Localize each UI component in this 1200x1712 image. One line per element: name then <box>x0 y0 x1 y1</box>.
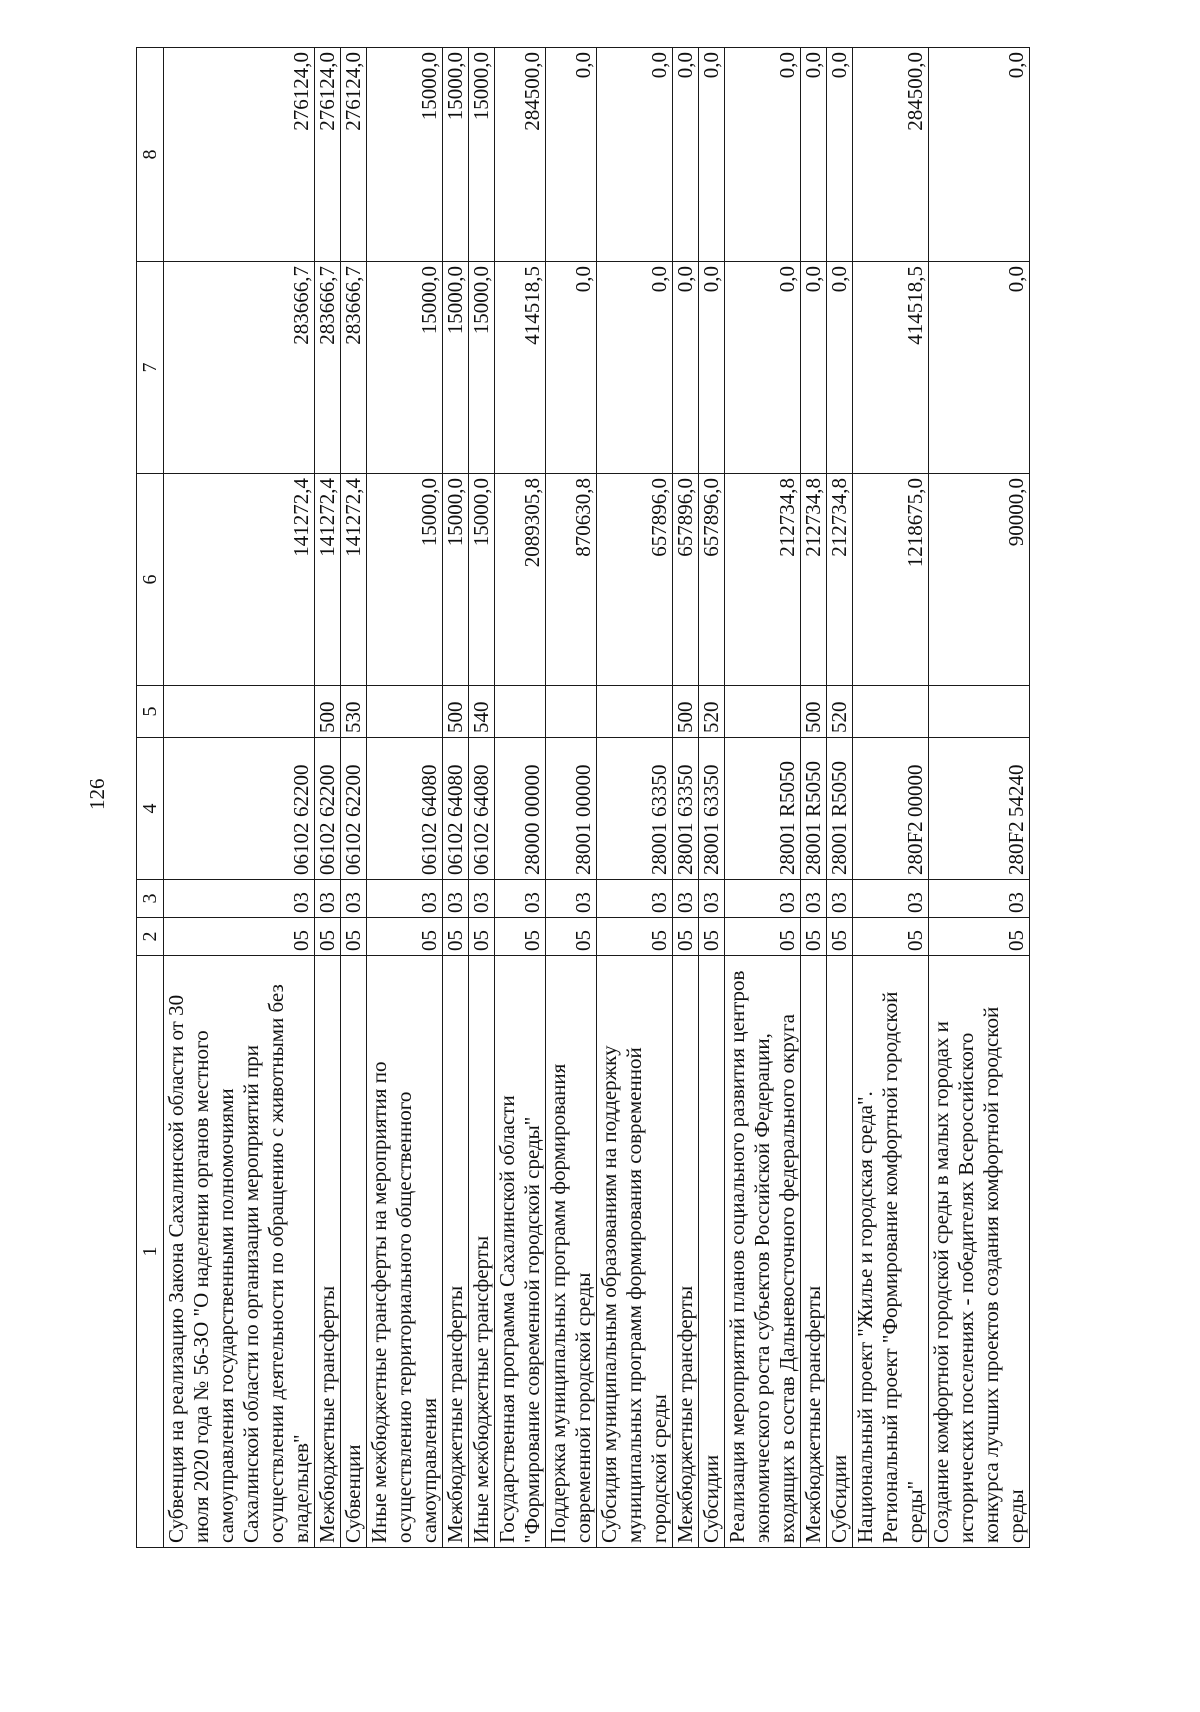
amount-cell-col6: 657896,0 <box>597 474 673 686</box>
expense-type-cell: 520 <box>699 686 725 738</box>
program-code: 28001 <box>699 822 723 875</box>
direction-code: 00000 <box>520 764 544 817</box>
row-name-cell: Субсидии <box>699 956 725 1548</box>
table-row <box>725 48 801 1548</box>
program-code: 06102 <box>315 822 339 875</box>
header-cell-4: 4 <box>137 738 164 880</box>
target-article-cell <box>469 738 495 880</box>
direction-code: 62200 <box>315 764 339 817</box>
subsection-code-cell: 03 <box>546 880 597 918</box>
direction-code: R5050 <box>827 760 851 817</box>
amount-cell-col6: 141272,4 <box>341 474 367 686</box>
header-cell-2: 2 <box>137 918 164 956</box>
amount-cell-col8: 15000,0 <box>469 48 495 262</box>
amount-cell-col8: 0,0 <box>673 48 699 262</box>
target-article-cell <box>546 738 597 880</box>
program-code: 06102 <box>417 822 441 875</box>
row-name-cell: Межбюджетные трансферты <box>673 956 699 1548</box>
program-code: 06102 <box>341 822 365 875</box>
table-row <box>164 48 315 1548</box>
amount-cell-col6: 657896,0 <box>673 474 699 686</box>
table-row <box>699 48 725 1548</box>
amount-cell-col7: 15000,0 <box>469 262 495 474</box>
amount-cell-col8: 276124,0 <box>164 48 315 262</box>
amount-cell-col7: 414518,5 <box>495 262 546 474</box>
header-cell-3: 3 <box>137 880 164 918</box>
amount-cell-col6: 212734,8 <box>801 474 827 686</box>
program-code: 280F2 <box>1004 821 1028 875</box>
expense-type-cell <box>546 686 597 738</box>
amount-cell-col6: 657896,0 <box>699 474 725 686</box>
expense-type-cell: 540 <box>469 686 495 738</box>
target-article-cell <box>315 738 341 880</box>
direction-code: R5050 <box>801 760 825 817</box>
header-cell-1: 1 <box>137 956 164 1548</box>
direction-code: 64080 <box>469 764 493 817</box>
amount-cell-col6: 870630,8 <box>546 474 597 686</box>
subsection-code-cell: 03 <box>699 880 725 918</box>
header-cell-8: 8 <box>137 48 164 262</box>
amount-cell-col8: 284500,0 <box>495 48 546 262</box>
row-name-cell: Создание комфортной городской среды в малых городах и исторических поселениях - победителях Всероссийского конкурса лучших проектов создания комфортной городской среды <box>929 956 1030 1548</box>
amount-cell-col6: 141272,4 <box>164 474 315 686</box>
amount-cell-col7: 283666,7 <box>341 262 367 474</box>
amount-cell-col6: 141272,4 <box>315 474 341 686</box>
target-article-cell <box>853 738 929 880</box>
subsection-code-cell: 03 <box>164 880 315 918</box>
amount-cell-col7: 414518,5 <box>853 262 929 474</box>
section-code-cell: 05 <box>367 918 443 956</box>
subsection-code-cell: 03 <box>315 880 341 918</box>
target-article-cell <box>929 738 1030 880</box>
program-code: 28001 <box>827 822 851 875</box>
page-number: 126 <box>85 778 109 810</box>
table-row <box>315 48 341 1548</box>
row-name-cell: Иные межбюджетные трансферты на мероприятия по осуществлению территориального общественного самоуправления <box>367 956 443 1548</box>
section-code-cell: 05 <box>164 918 315 956</box>
table-row <box>443 48 469 1548</box>
amount-cell-col7: 0,0 <box>827 262 853 474</box>
row-name-cell: Поддержка муниципальных программ формирования современной городской среды <box>546 956 597 1548</box>
section-code-cell: 05 <box>597 918 673 956</box>
amount-cell-col8: 0,0 <box>546 48 597 262</box>
row-name-cell: Национальный проект "Жилье и городская среда". Региональный проект "Формирование комфортной городской среды" <box>853 956 929 1548</box>
amount-cell-col6: 15000,0 <box>367 474 443 686</box>
amount-cell-col6: 90000,0 <box>929 474 1030 686</box>
amount-cell-col8: 0,0 <box>699 48 725 262</box>
table-row <box>801 48 827 1548</box>
subsection-code-cell: 03 <box>801 880 827 918</box>
expense-type-cell <box>495 686 546 738</box>
row-name-cell: Субвенции <box>341 956 367 1548</box>
direction-code: 00000 <box>571 764 595 817</box>
table-row <box>597 48 673 1548</box>
amount-cell-col8: 0,0 <box>827 48 853 262</box>
row-name-cell: Субсидии <box>827 956 853 1548</box>
program-code: 28001 <box>647 822 671 875</box>
expense-type-cell <box>597 686 673 738</box>
expense-type-cell: 530 <box>341 686 367 738</box>
row-name-cell: Субвенция на реализацию Закона Сахалинской области от 30 июля 2020 года № 56-ЗО "О наделении органов местного самоуправления государственными полномочиями Сахалинской области по организации мероприятий при осуществлении деятельности по обращению с животными без владельцев" <box>164 956 315 1548</box>
amount-cell-col6: 15000,0 <box>469 474 495 686</box>
expense-type-cell: 500 <box>673 686 699 738</box>
amount-cell-col8: 276124,0 <box>315 48 341 262</box>
table-row <box>929 48 1030 1548</box>
direction-code: 64080 <box>417 764 441 817</box>
amount-cell-col6: 212734,8 <box>827 474 853 686</box>
amount-cell-col8: 276124,0 <box>341 48 367 262</box>
direction-code: 54240 <box>1004 764 1028 817</box>
expense-type-cell: 500 <box>801 686 827 738</box>
program-code: 28001 <box>673 822 697 875</box>
direction-code: 64080 <box>443 764 467 817</box>
row-name-cell: Межбюджетные трансферты <box>801 956 827 1548</box>
target-article-cell <box>164 738 315 880</box>
subsection-code-cell: 03 <box>495 880 546 918</box>
expense-type-cell <box>725 686 801 738</box>
program-code: 28001 <box>801 822 825 875</box>
expense-type-cell: 500 <box>315 686 341 738</box>
section-code-cell: 05 <box>827 918 853 956</box>
table-row <box>673 48 699 1548</box>
table-row <box>367 48 443 1548</box>
program-code: 06102 <box>443 822 467 875</box>
section-code-cell: 05 <box>315 918 341 956</box>
amount-cell-col7: 15000,0 <box>367 262 443 474</box>
target-article-cell <box>341 738 367 880</box>
subsection-code-cell: 03 <box>597 880 673 918</box>
amount-cell-col7: 0,0 <box>801 262 827 474</box>
amount-cell-col8: 15000,0 <box>367 48 443 262</box>
row-name-cell: Реализация мероприятий планов социального развития центров экономического роста субъектов Российской Федерации, входящих в состав Дальневосточного федерального округа <box>725 956 801 1548</box>
target-article-cell <box>673 738 699 880</box>
amount-cell-col8: 0,0 <box>725 48 801 262</box>
section-code-cell: 05 <box>801 918 827 956</box>
subsection-code-cell: 03 <box>725 880 801 918</box>
amount-cell-col8: 0,0 <box>597 48 673 262</box>
program-code: 06102 <box>289 822 313 875</box>
target-article-cell <box>801 738 827 880</box>
table-row <box>827 48 853 1548</box>
row-name-cell: Межбюджетные трансферты <box>315 956 341 1548</box>
amount-cell-col8: 15000,0 <box>443 48 469 262</box>
direction-code: R5050 <box>775 760 799 817</box>
amount-cell-col7: 283666,7 <box>164 262 315 474</box>
table-body <box>137 48 1030 1548</box>
target-article-cell <box>495 738 546 880</box>
subsection-code-cell: 03 <box>827 880 853 918</box>
amount-cell-col8: 0,0 <box>929 48 1030 262</box>
amount-cell-col7: 15000,0 <box>443 262 469 474</box>
table-row <box>469 48 495 1548</box>
target-article-cell <box>827 738 853 880</box>
row-name-cell: Государственная программа Сахалинской области "Формирование современной городской среды" <box>495 956 546 1548</box>
expense-type-cell: 520 <box>827 686 853 738</box>
section-code-cell: 05 <box>673 918 699 956</box>
section-code-cell: 05 <box>725 918 801 956</box>
program-code: 28000 <box>520 822 544 875</box>
expense-type-cell: 500 <box>443 686 469 738</box>
direction-code: 62200 <box>289 764 313 817</box>
subsection-code-cell: 03 <box>673 880 699 918</box>
row-name-cell: Субсидия муниципальным образованиям на поддержку муниципальных программ формирования современной городской среды <box>597 956 673 1548</box>
section-code-cell: 05 <box>699 918 725 956</box>
budget-table-sheet <box>136 48 1200 1548</box>
amount-cell-col6: 2089305,8 <box>495 474 546 686</box>
row-name-cell: Иные межбюджетные трансферты <box>469 956 495 1548</box>
row-name-cell: Межбюджетные трансферты <box>443 956 469 1548</box>
subsection-code-cell: 03 <box>443 880 469 918</box>
direction-code: 62200 <box>341 764 365 817</box>
target-article-cell <box>597 738 673 880</box>
target-article-cell <box>699 738 725 880</box>
direction-code: 63350 <box>647 764 671 817</box>
table-row <box>341 48 367 1548</box>
direction-code: 00000 <box>903 764 927 817</box>
amount-cell-col7: 0,0 <box>725 262 801 474</box>
section-code-cell: 05 <box>853 918 929 956</box>
section-code-cell: 05 <box>443 918 469 956</box>
section-code-cell: 05 <box>929 918 1030 956</box>
subsection-code-cell: 03 <box>853 880 929 918</box>
target-article-cell <box>725 738 801 880</box>
amount-cell-col8: 284500,0 <box>853 48 929 262</box>
target-article-cell <box>367 738 443 880</box>
amount-cell-col7: 0,0 <box>699 262 725 474</box>
header-cell-7: 7 <box>137 262 164 474</box>
section-code-cell: 05 <box>495 918 546 956</box>
subsection-code-cell: 03 <box>469 880 495 918</box>
section-code-cell: 05 <box>469 918 495 956</box>
table-row <box>853 48 929 1548</box>
program-code: 280F2 <box>903 821 927 875</box>
section-code-cell: 05 <box>341 918 367 956</box>
direction-code: 63350 <box>699 764 723 817</box>
program-code: 28001 <box>775 822 799 875</box>
amount-cell-col8: 0,0 <box>801 48 827 262</box>
subsection-code-cell: 03 <box>341 880 367 918</box>
amount-cell-col7: 0,0 <box>673 262 699 474</box>
amount-cell-col6: 15000,0 <box>443 474 469 686</box>
subsection-code-cell: 03 <box>367 880 443 918</box>
header-cell-5: 5 <box>137 686 164 738</box>
amount-cell-col7: 283666,7 <box>315 262 341 474</box>
amount-cell-col7: 0,0 <box>597 262 673 474</box>
expense-type-cell <box>853 686 929 738</box>
header-row <box>137 48 164 1548</box>
expense-type-cell <box>929 686 1030 738</box>
expense-type-cell <box>164 686 315 738</box>
expense-type-cell <box>367 686 443 738</box>
table-row <box>495 48 546 1548</box>
target-article-cell <box>443 738 469 880</box>
table-row <box>546 48 597 1548</box>
amount-cell-col7: 0,0 <box>929 262 1030 474</box>
program-code: 28001 <box>571 822 595 875</box>
section-code-cell: 05 <box>546 918 597 956</box>
amount-cell-col6: 1218675,0 <box>853 474 929 686</box>
header-cell-6: 6 <box>137 474 164 686</box>
amount-cell-col7: 0,0 <box>546 262 597 474</box>
amount-cell-col6: 212734,8 <box>725 474 801 686</box>
program-code: 06102 <box>469 822 493 875</box>
subsection-code-cell: 03 <box>929 880 1030 918</box>
direction-code: 63350 <box>673 764 697 817</box>
budget-table <box>136 47 1030 1548</box>
